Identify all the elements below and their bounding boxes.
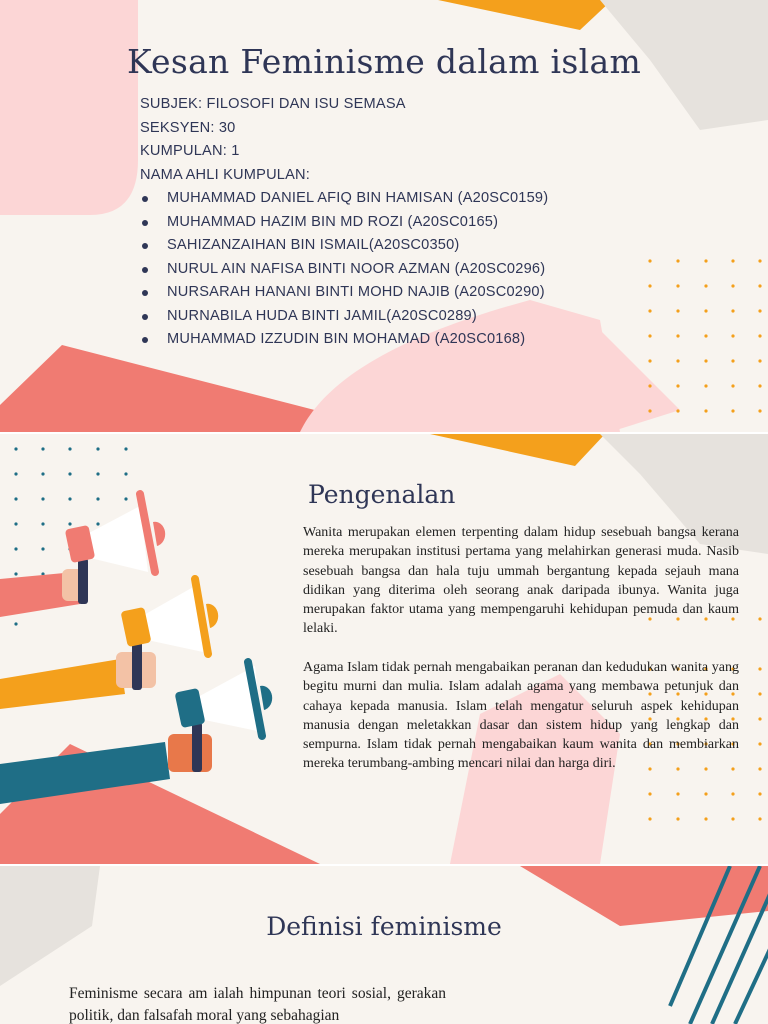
- list-item: NURUL AIN NAFISA BINTI NOOR AZMAN (A20SC0296): [140, 258, 548, 282]
- page-title: Kesan Feminisme dalam islam: [126, 42, 642, 81]
- list-item: MUHAMMAD HAZIM BIN MD ROZI (A20SC0165): [140, 211, 548, 235]
- group-line: KUMPULAN: 1: [140, 143, 240, 159]
- section-line: SEKSYEN: 30: [140, 119, 236, 136]
- list-item: MUHAMMAD IZZUDIN BIN MOHAMAD (A20SC0168): [140, 328, 548, 352]
- subject-line: SUBJEK: FILOSOFI DAN ISU SEMASA: [140, 96, 406, 112]
- section-title: Definisi feminisme: [266, 912, 502, 941]
- dot-grid: [648, 259, 761, 412]
- intro-paragraph-1: Wanita merupakan elemen terpenting dalam hidup sesebuah bangsa kerana mereka merupakan institusi pertama yang melahirkan generasi muda. Nasib sesebuah bangsa dan hala tuju ummah bergantung kepada sejauh mana didikan yang diterima oleh seorang anak daripada ibunya. Wanita juga merupakan faktor utama yang mempengaruhi kehidupan pemuda dan kaum lelaki.: [303, 525, 739, 637]
- list-item: NURNABILA HUDA BINTI JAMIL(A20SC0289): [140, 305, 548, 329]
- member-list: [140, 187, 548, 352]
- list-item: MUHAMMAD DANIEL AFIQ BIN HAMISAN (A20SC0159): [140, 187, 548, 211]
- section-title: Pengenalan: [308, 480, 456, 509]
- intro-paragraph-2: Agama Islam tidak pernah mengabaikan peranan dan kedudukan wanita yang begitu murni dan mulia. Islam adalah agama yang membawa petunjuk dan cahaya kepada manusia. Islam telah mengatur seluruh aspek kehidupan manusia dengan meletakkan dasar dan sistem hidup yang lengkap dan sempurna. Islam tidak pernah mengabaikan kaum wanita dan membiarkan mereka terumbang-ambing mencari nilai dan harga diri.: [303, 660, 739, 772]
- definition-paragraph: Feminisme secara am ialah himpunan teori sosial, gerakan politik, dan falsafah moral yang sebahagian: [69, 985, 446, 1024]
- definition-slide: [0, 866, 768, 1024]
- megaphone-icon: [0, 494, 165, 617]
- intro-slide: [0, 434, 768, 864]
- title-slide: [0, 0, 768, 432]
- list-item: SAHIZANZAIHAN BIN ISMAIL(A20SC0350): [140, 234, 548, 258]
- group-info: [140, 93, 548, 352]
- members-heading: NAMA AHLI KUMPULAN:: [140, 166, 311, 183]
- list-item: NURSARAH HANANI BINTI MOHD NAJIB (A20SC0290): [140, 281, 548, 305]
